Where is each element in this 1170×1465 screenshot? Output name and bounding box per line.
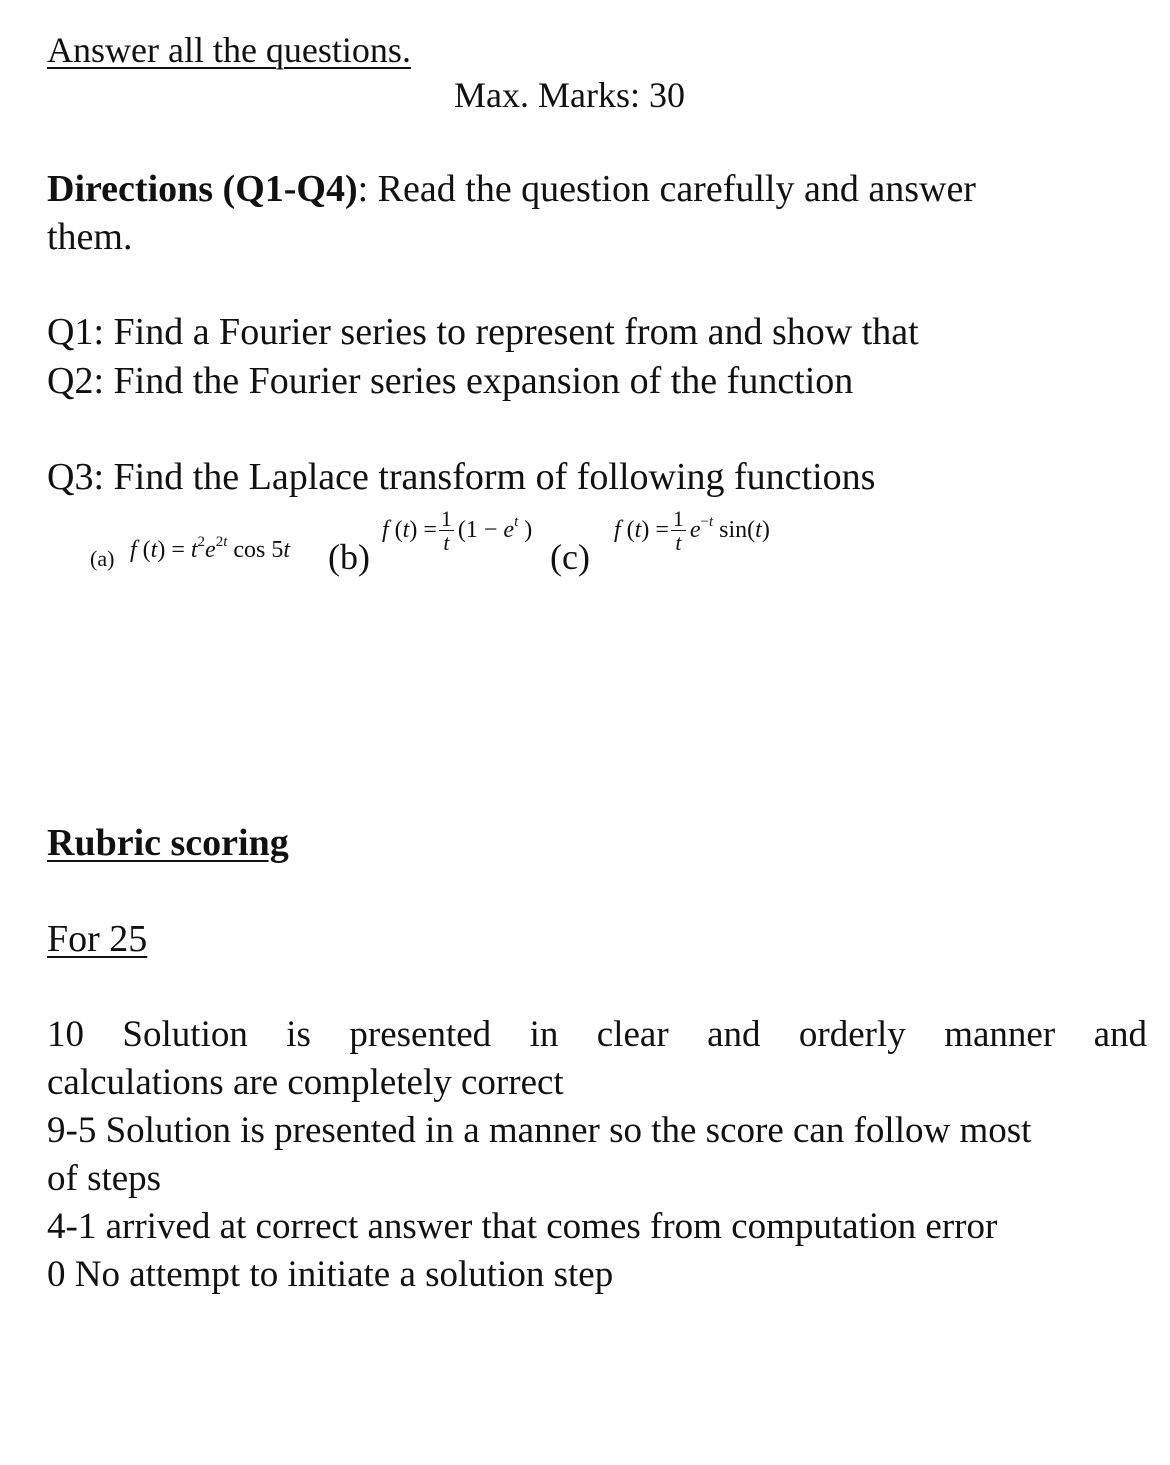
rubric-title: Rubric scoring xyxy=(47,822,289,864)
directions xyxy=(47,165,976,213)
part-c-label: (c) xyxy=(550,537,590,577)
part-a-label: (a) xyxy=(90,546,115,571)
directions-text: : Read the question carefully and answer xyxy=(357,168,976,210)
rubric-item-9-5-line1: 9-5 Solution is presented in a manner so the score can follow most xyxy=(47,1110,1032,1151)
rubric-item-10-line2: calculations are completely correct xyxy=(47,1062,564,1103)
max-marks: Max. Marks: 30 xyxy=(454,75,685,115)
rubric-item-9-5-line2: of steps xyxy=(47,1158,162,1199)
rubric-item-10-line1: 10 Solution is presented in clear and orderly manner and xyxy=(47,1014,1147,1055)
rubric-item-0: 0 No attempt to initiate a solution step xyxy=(47,1254,614,1295)
directions-label: Directions (Q1-Q4) xyxy=(47,168,358,210)
formula-a: f $(t) = t^2e^{2t}$ cos 5t xyxy=(130,534,291,563)
question-1: Q1: Find a Fourier series to represent from and show that xyxy=(47,311,919,353)
formula-c: f (t) = $\frac{1}{t}$ $e^{-t}$ sin(t) xyxy=(614,506,770,555)
question-2: Q2: Find the Fourier series expansion of the function xyxy=(47,360,854,402)
formula-b: f (t) = $\frac{1}{t}$ ($1 - e^t$ ) xyxy=(382,506,533,555)
instruction-heading: Answer all the questions. xyxy=(47,30,411,70)
part-b-label: (b) xyxy=(328,537,370,577)
directions-text-line2: them. xyxy=(47,216,133,258)
rubric-subtitle: For 25 xyxy=(47,918,148,960)
question-3: Q3: Find the Laplace transform of following functions xyxy=(47,456,876,498)
rubric-item-4-1: 4-1 arrived at correct answer that comes from computation error xyxy=(47,1206,998,1247)
